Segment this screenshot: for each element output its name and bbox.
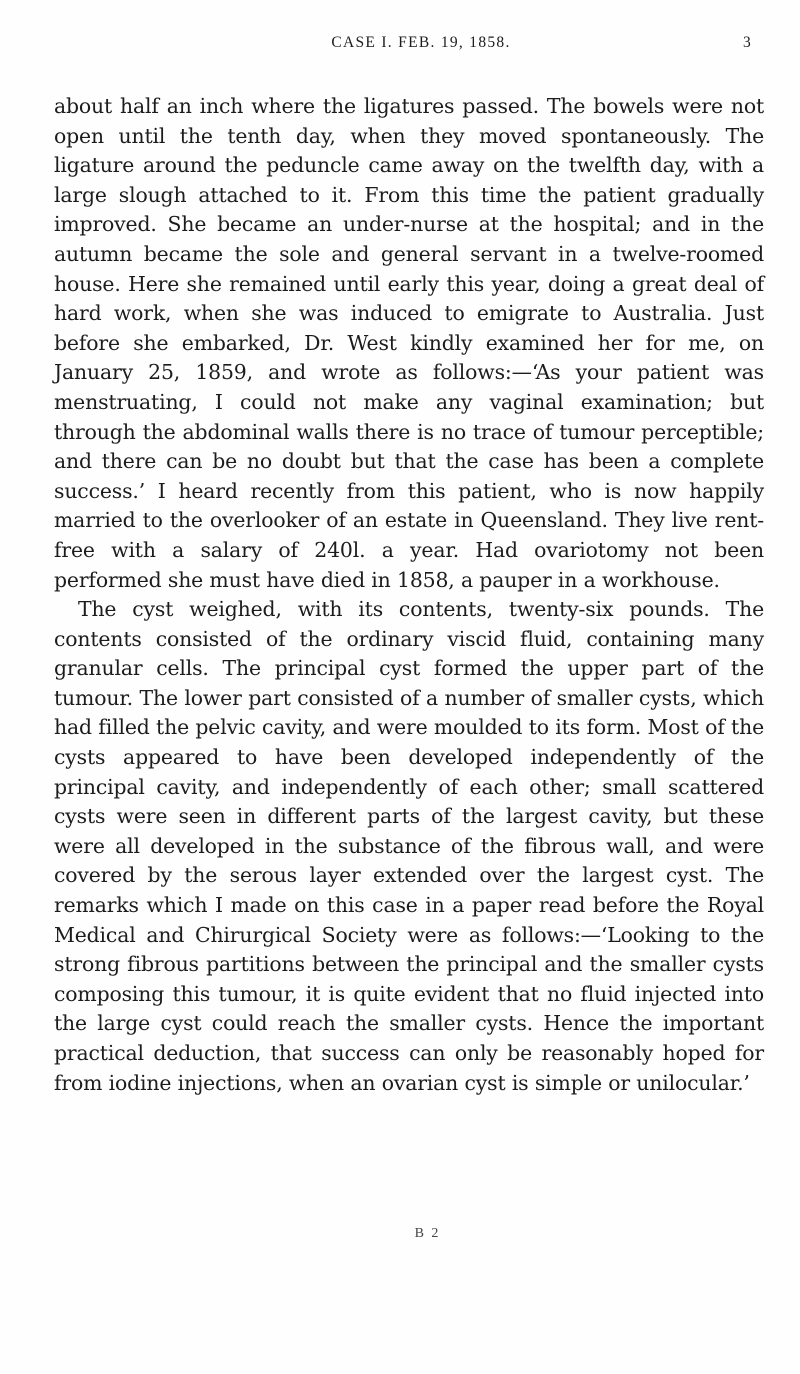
page-number: 3 bbox=[742, 34, 752, 51]
running-head-title: CASE I. FEB. 19, 1858. bbox=[331, 34, 511, 51]
signature-mark: B 2 bbox=[414, 1226, 441, 1241]
running-head bbox=[90, 34, 752, 58]
paragraph-1: about half an inch where the ligatures passed. The bowels were not open until the tenth day, when they moved spontaneously. The ligature around the peduncle came away on the twelfth day, with a large slough attached to it. From this time the patient gradually improved. She became an under-nurse at the hospital; and in the autumn became the sole and general servant in a twelve-roomed house. Here she remained until early this year, doing a great deal of hard work, when she was induced to emigrate to Australia. Just before she embarked, Dr. West kindly examined her for me, on January 25, 1859, and wrote as follows:—‘As your patient was menstruating, I could not make any vaginal examination; but through the abdominal walls there is no trace of tumour perceptible; and there can be no doubt but that the case has been a complete success.’ I heard recently from this patient, who is now happily married to the overlooker of an estate in Queensland. They live rent-free with a salary of 240l. a year. Had ovariotomy not been performed she must have died in 1858, a pauper in a workhouse. bbox=[54, 94, 764, 592]
paragraph-2: The cyst weighed, with its contents, twenty-six pounds. The contents consisted of the ordinary viscid fluid, containing many granular cells. The principal cyst formed the upper part of the tumour. The lower part consisted of a number of smaller cysts, which had filled the pelvic cavity, and were moulded to its form. Most of the cysts appeared to have been developed independently of the principal cavity, and independently of each other; small scattered cysts were seen in different parts of the largest cavity, but these were all developed in the substance of the fibrous wall, and were covered by the serous layer extended over the largest cyst. The remarks which I made on this case in a paper read before the Royal Medical and Chirurgical Society were as follows:—‘Looking to the strong fibrous partitions between the principal and the smaller cysts composing this tumour, it is quite evident that no fluid injected into the large cyst could reach the smaller cysts. Hence the important practical deduction, that success can only be reasonably hoped for from iodine injections, when an ovarian cyst is simple or unilocular.’ bbox=[54, 597, 764, 1095]
body-text bbox=[54, 92, 764, 1098]
